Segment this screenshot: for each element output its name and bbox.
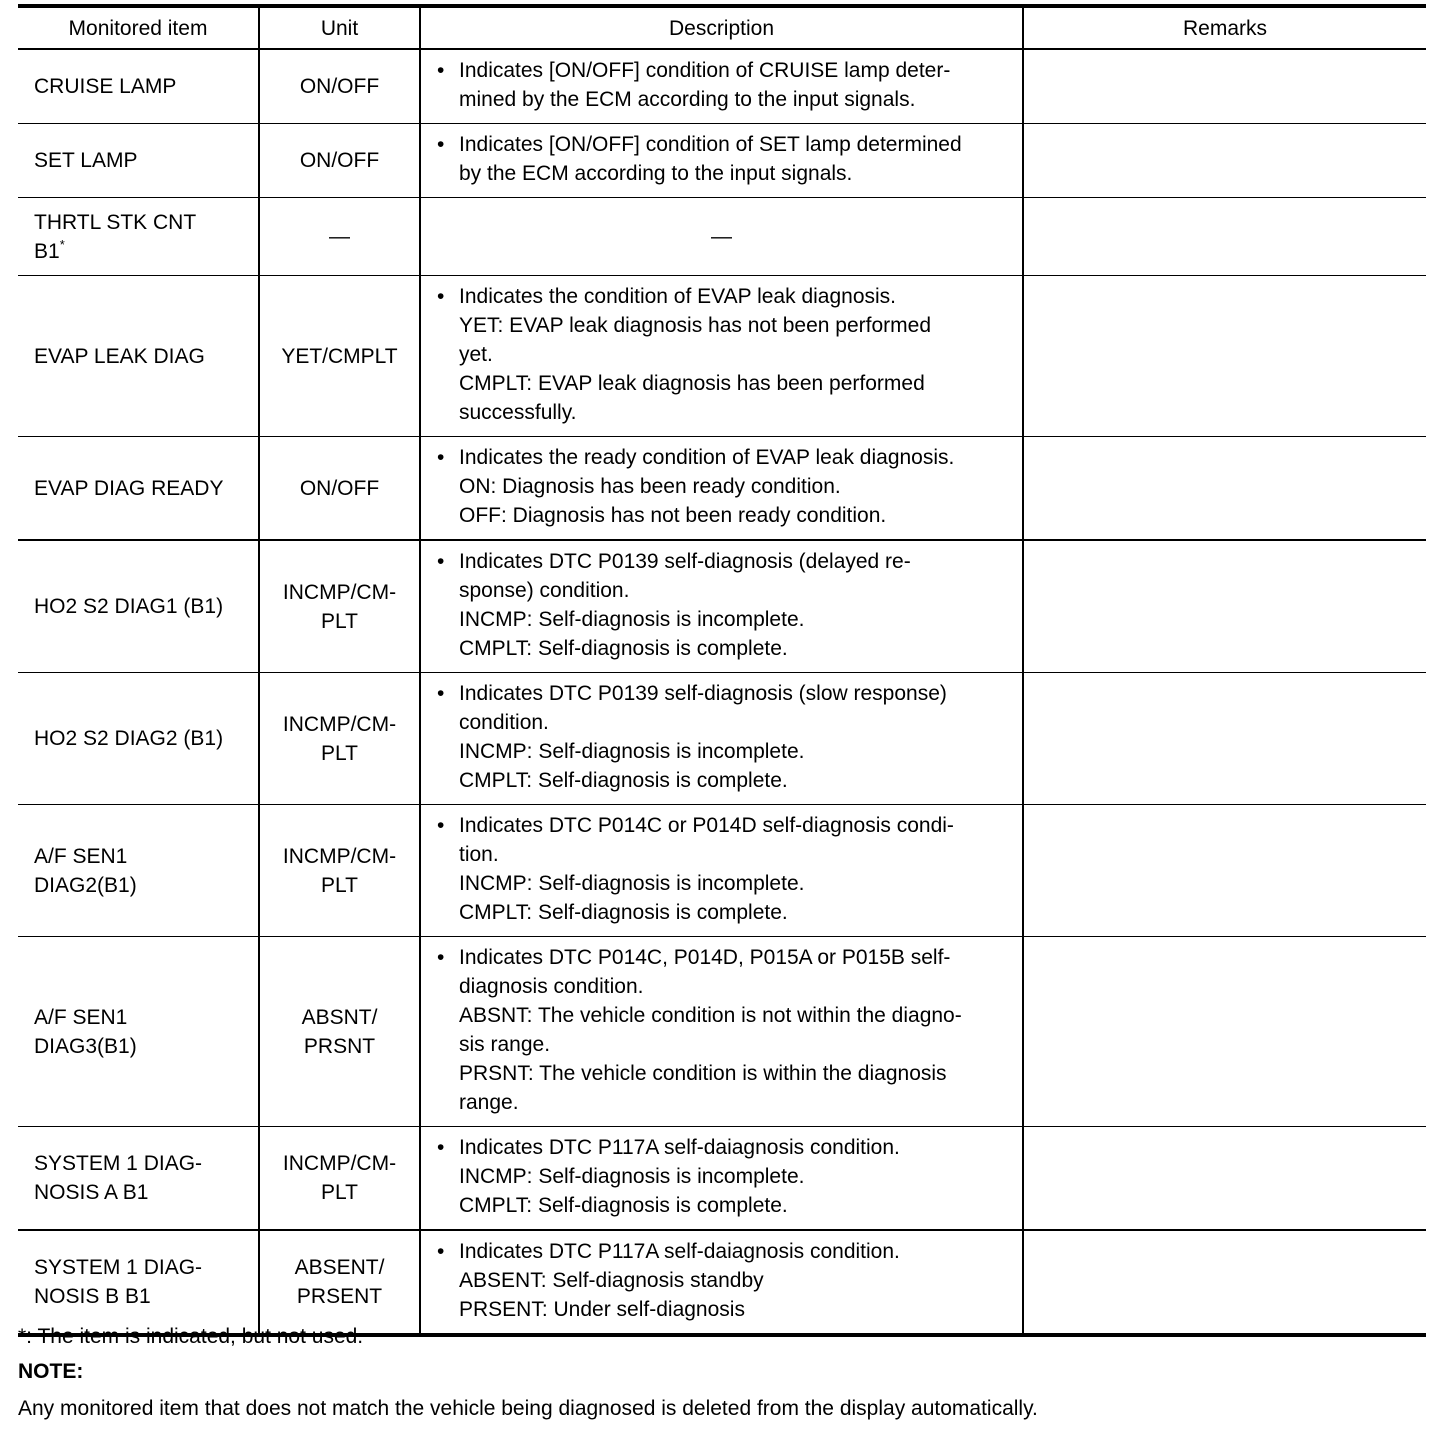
monitored-item-line [34,1032,248,1061]
remarks-cell [1023,1127,1426,1231]
bullet-icon: • [437,133,445,156]
monitored-item-line [34,474,248,503]
unit-line: INCMP/CM- [282,712,397,736]
description-line: Indicates DTC P014C or P014D self-diagnosis condi- [459,814,954,837]
monitored-item-text: HO2 S2 DIAG2 (B1) [34,727,224,750]
description-line: sponse) condition. [459,579,630,602]
bullet-icon: • [437,550,445,573]
description-line: CMPLT: Self-diagnosis is complete. [459,901,788,924]
table-row [18,540,1426,673]
monitored-item-line [34,842,248,871]
monitored-item-text: A/F SEN1 [34,1005,128,1029]
unit-line: PRSENT [296,1285,383,1308]
header-description: Description [420,6,1023,49]
remarks-cell [1023,540,1426,673]
monitored-item-cell [18,276,259,437]
monitored-item-text: CRUISE LAMP [34,75,177,98]
monitored-item-text: SET LAMP [34,149,138,172]
monitored-item-text: EVAP DIAG READY [34,476,224,500]
table-row [18,49,1426,124]
monitored-item-line [34,871,248,900]
unit-line: PLT [321,1181,358,1204]
description-line: ON: Diagnosis has been ready condition. [459,475,841,498]
description-line: Indicates DTC P117A self-daiagnosis condition. [459,1136,900,1159]
note-title: NOTE: [18,1360,84,1383]
monitored-item-line [34,1149,248,1178]
description-line: Indicates DTC P0139 self-diagnosis (delayed re- [459,550,911,573]
unit-line: — [329,225,350,248]
monitored-item-text: NOSIS B B1 [34,1285,151,1308]
description-line: Indicates the ready condition of EVAP leak diagnosis. [459,446,955,469]
note-text: Any monitored item that does not match the vehicle being diagnosed is deleted from the display automatically. [18,1397,1038,1420]
monitored-item-text: HO2 S2 DIAG1 (B1) [34,595,224,618]
monitored-item-cell [18,937,259,1127]
table-row [18,1230,1426,1335]
unit-line: PLT [321,609,358,633]
description-line: INCMP: Self-diagnosis is incomplete. [459,1165,805,1188]
monitor-table-container [18,4,1426,1337]
remarks-cell [1023,937,1426,1127]
footnote-marker: * [59,236,65,252]
description-cell [420,673,1023,805]
remarks-cell [1023,805,1426,937]
description-cell [420,49,1023,124]
monitored-item-text: SYSTEM 1 DIAG- [34,1152,203,1175]
description-cell [420,540,1023,673]
monitored-item-text: B1 [34,239,60,263]
unit-cell [259,1230,420,1335]
bullet-icon: • [437,285,445,308]
description-line: — [711,225,732,248]
unit-cell [259,198,420,276]
monitored-item-line [34,208,248,237]
monitored-item-text: SYSTEM 1 DIAG- [34,1256,203,1279]
unit-line: INCMP/CM- [282,844,397,868]
description-line: OFF: Diagnosis has not been ready condition. [459,504,887,527]
description-line: INCMP: Self-diagnosis is incomplete. [459,740,805,763]
description-line: Indicates [ON/OFF] condition of SET lamp determined [459,133,962,156]
unit-cell [259,124,420,198]
remarks-cell [1023,276,1426,437]
description-line: ABSNT: The vehicle condition is not within the diagno- [459,1004,962,1027]
remarks-cell [1023,198,1426,276]
bullet-icon: • [437,446,445,469]
unit-cell [259,673,420,805]
monitored-item-cell [18,673,259,805]
description-cell [420,1230,1023,1335]
description-cell [420,124,1023,198]
description-line: condition. [459,711,549,734]
description-line: ABSENT: Self-diagnosis standby [459,1269,764,1292]
unit-line: PLT [321,741,358,765]
description-line: yet. [459,343,493,366]
description-line: CMPLT: Self-diagnosis is complete. [459,1194,788,1217]
unit-cell [259,437,420,541]
header-monitored-item: Monitored item [18,6,259,49]
description-line: tion. [459,843,499,866]
monitored-item-line [34,72,248,101]
monitored-item-cell [18,198,259,276]
unit-line: ON/OFF [299,149,380,172]
table-body [18,49,1426,1335]
table-header-row [18,6,1426,49]
unit-cell [259,49,420,124]
monitored-item-line [34,1003,248,1032]
monitored-item-line [34,237,248,266]
description-line: successfully. [459,401,577,424]
description-line: Indicates the condition of EVAP leak diagnosis. [459,285,897,308]
bullet-icon: • [437,814,445,837]
table-row [18,276,1426,437]
remarks-cell [1023,49,1426,124]
description-cell [420,805,1023,937]
table-row [18,937,1426,1127]
description-line: Indicates DTC P117A self-daiagnosis condition. [459,1240,900,1263]
header-remarks: Remarks [1023,6,1426,49]
description-line: INCMP: Self-diagnosis is incomplete. [459,872,805,895]
monitored-item-text: NOSIS A B1 [34,1181,149,1204]
monitored-item-cell [18,805,259,937]
monitored-item-text: A/F SEN1 [34,844,128,868]
monitored-item-cell [18,437,259,541]
monitor-item-table [18,4,1426,1337]
monitored-item-line [34,146,248,175]
description-line: range. [459,1091,519,1114]
header-unit: Unit [259,6,420,49]
remarks-cell [1023,124,1426,198]
monitored-item-cell [18,124,259,198]
table-row [18,124,1426,198]
unit-cell [259,1127,420,1231]
unit-line: ON/OFF [299,476,380,500]
unit-cell [259,937,420,1127]
monitored-item-line [34,724,248,753]
remarks-cell [1023,437,1426,541]
description-line: CMPLT: EVAP leak diagnosis has been performed [459,372,925,395]
monitored-item-text: DIAG2(B1) [34,873,137,897]
description-cell [420,276,1023,437]
description-line: PRSENT: Under self-diagnosis [459,1298,745,1321]
table-row [18,198,1426,276]
description-line: CMPLT: Self-diagnosis is complete. [459,637,788,660]
description-line: sis range. [459,1033,551,1056]
description-cell [420,437,1023,541]
description-cell [420,198,1023,276]
unit-line: ABSENT/ [294,1256,385,1279]
bullet-icon: • [437,946,445,969]
unit-line: INCMP/CM- [282,1152,397,1175]
monitored-item-cell [18,1230,259,1335]
description-line: diagnosis condition. [459,975,644,998]
monitored-item-cell [18,1127,259,1231]
monitored-item-line [34,1253,248,1282]
monitored-item-cell [18,49,259,124]
monitored-item-line [34,592,248,621]
description-line: by the ECM according to the input signals. [459,162,853,185]
monitored-item-cell [18,540,259,673]
unit-line: ON/OFF [299,75,380,98]
table-row [18,437,1426,541]
description-line: PRSNT: The vehicle condition is within the diagnosis [459,1062,947,1085]
remarks-cell [1023,673,1426,805]
unit-line: YET/CMPLT [281,344,398,368]
description-line: mined by the ECM according to the input signals. [459,88,916,111]
unit-cell [259,276,420,437]
description-line: Indicates DTC P014C, P014D, P015A or P015B self- [459,946,951,969]
unit-cell [259,805,420,937]
bullet-icon: • [437,682,445,705]
remarks-cell [1023,1230,1426,1335]
bullet-icon: • [437,59,445,82]
unit-line: PRSNT [303,1034,376,1058]
unit-cell [259,540,420,673]
monitored-item-text: THRTL STK CNT [34,210,197,234]
table-row [18,805,1426,937]
description-line: Indicates [ON/OFF] condition of CRUISE lamp deter- [459,59,951,82]
description-line: CMPLT: Self-diagnosis is complete. [459,769,788,792]
monitored-item-line [34,342,248,371]
bullet-icon: • [437,1240,445,1263]
description-line: YET: EVAP leak diagnosis has not been performed [459,314,932,337]
unit-line: PLT [321,873,358,897]
monitored-item-line [34,1282,248,1311]
description-line: Indicates DTC P0139 self-diagnosis (slow response) [459,682,947,705]
unit-line: ABSNT/ [301,1005,378,1029]
footnote: *: The item is indicated, but not used. [18,1325,364,1348]
unit-line: INCMP/CM- [282,580,397,604]
table-row [18,1127,1426,1231]
monitored-item-text: EVAP LEAK DIAG [34,344,205,368]
monitored-item-line [34,1178,248,1207]
description-cell [420,1127,1023,1231]
monitored-item-text: DIAG3(B1) [34,1034,137,1058]
bullet-icon: • [437,1136,445,1159]
description-cell [420,937,1023,1127]
table-row [18,673,1426,805]
description-line: INCMP: Self-diagnosis is incomplete. [459,608,805,631]
